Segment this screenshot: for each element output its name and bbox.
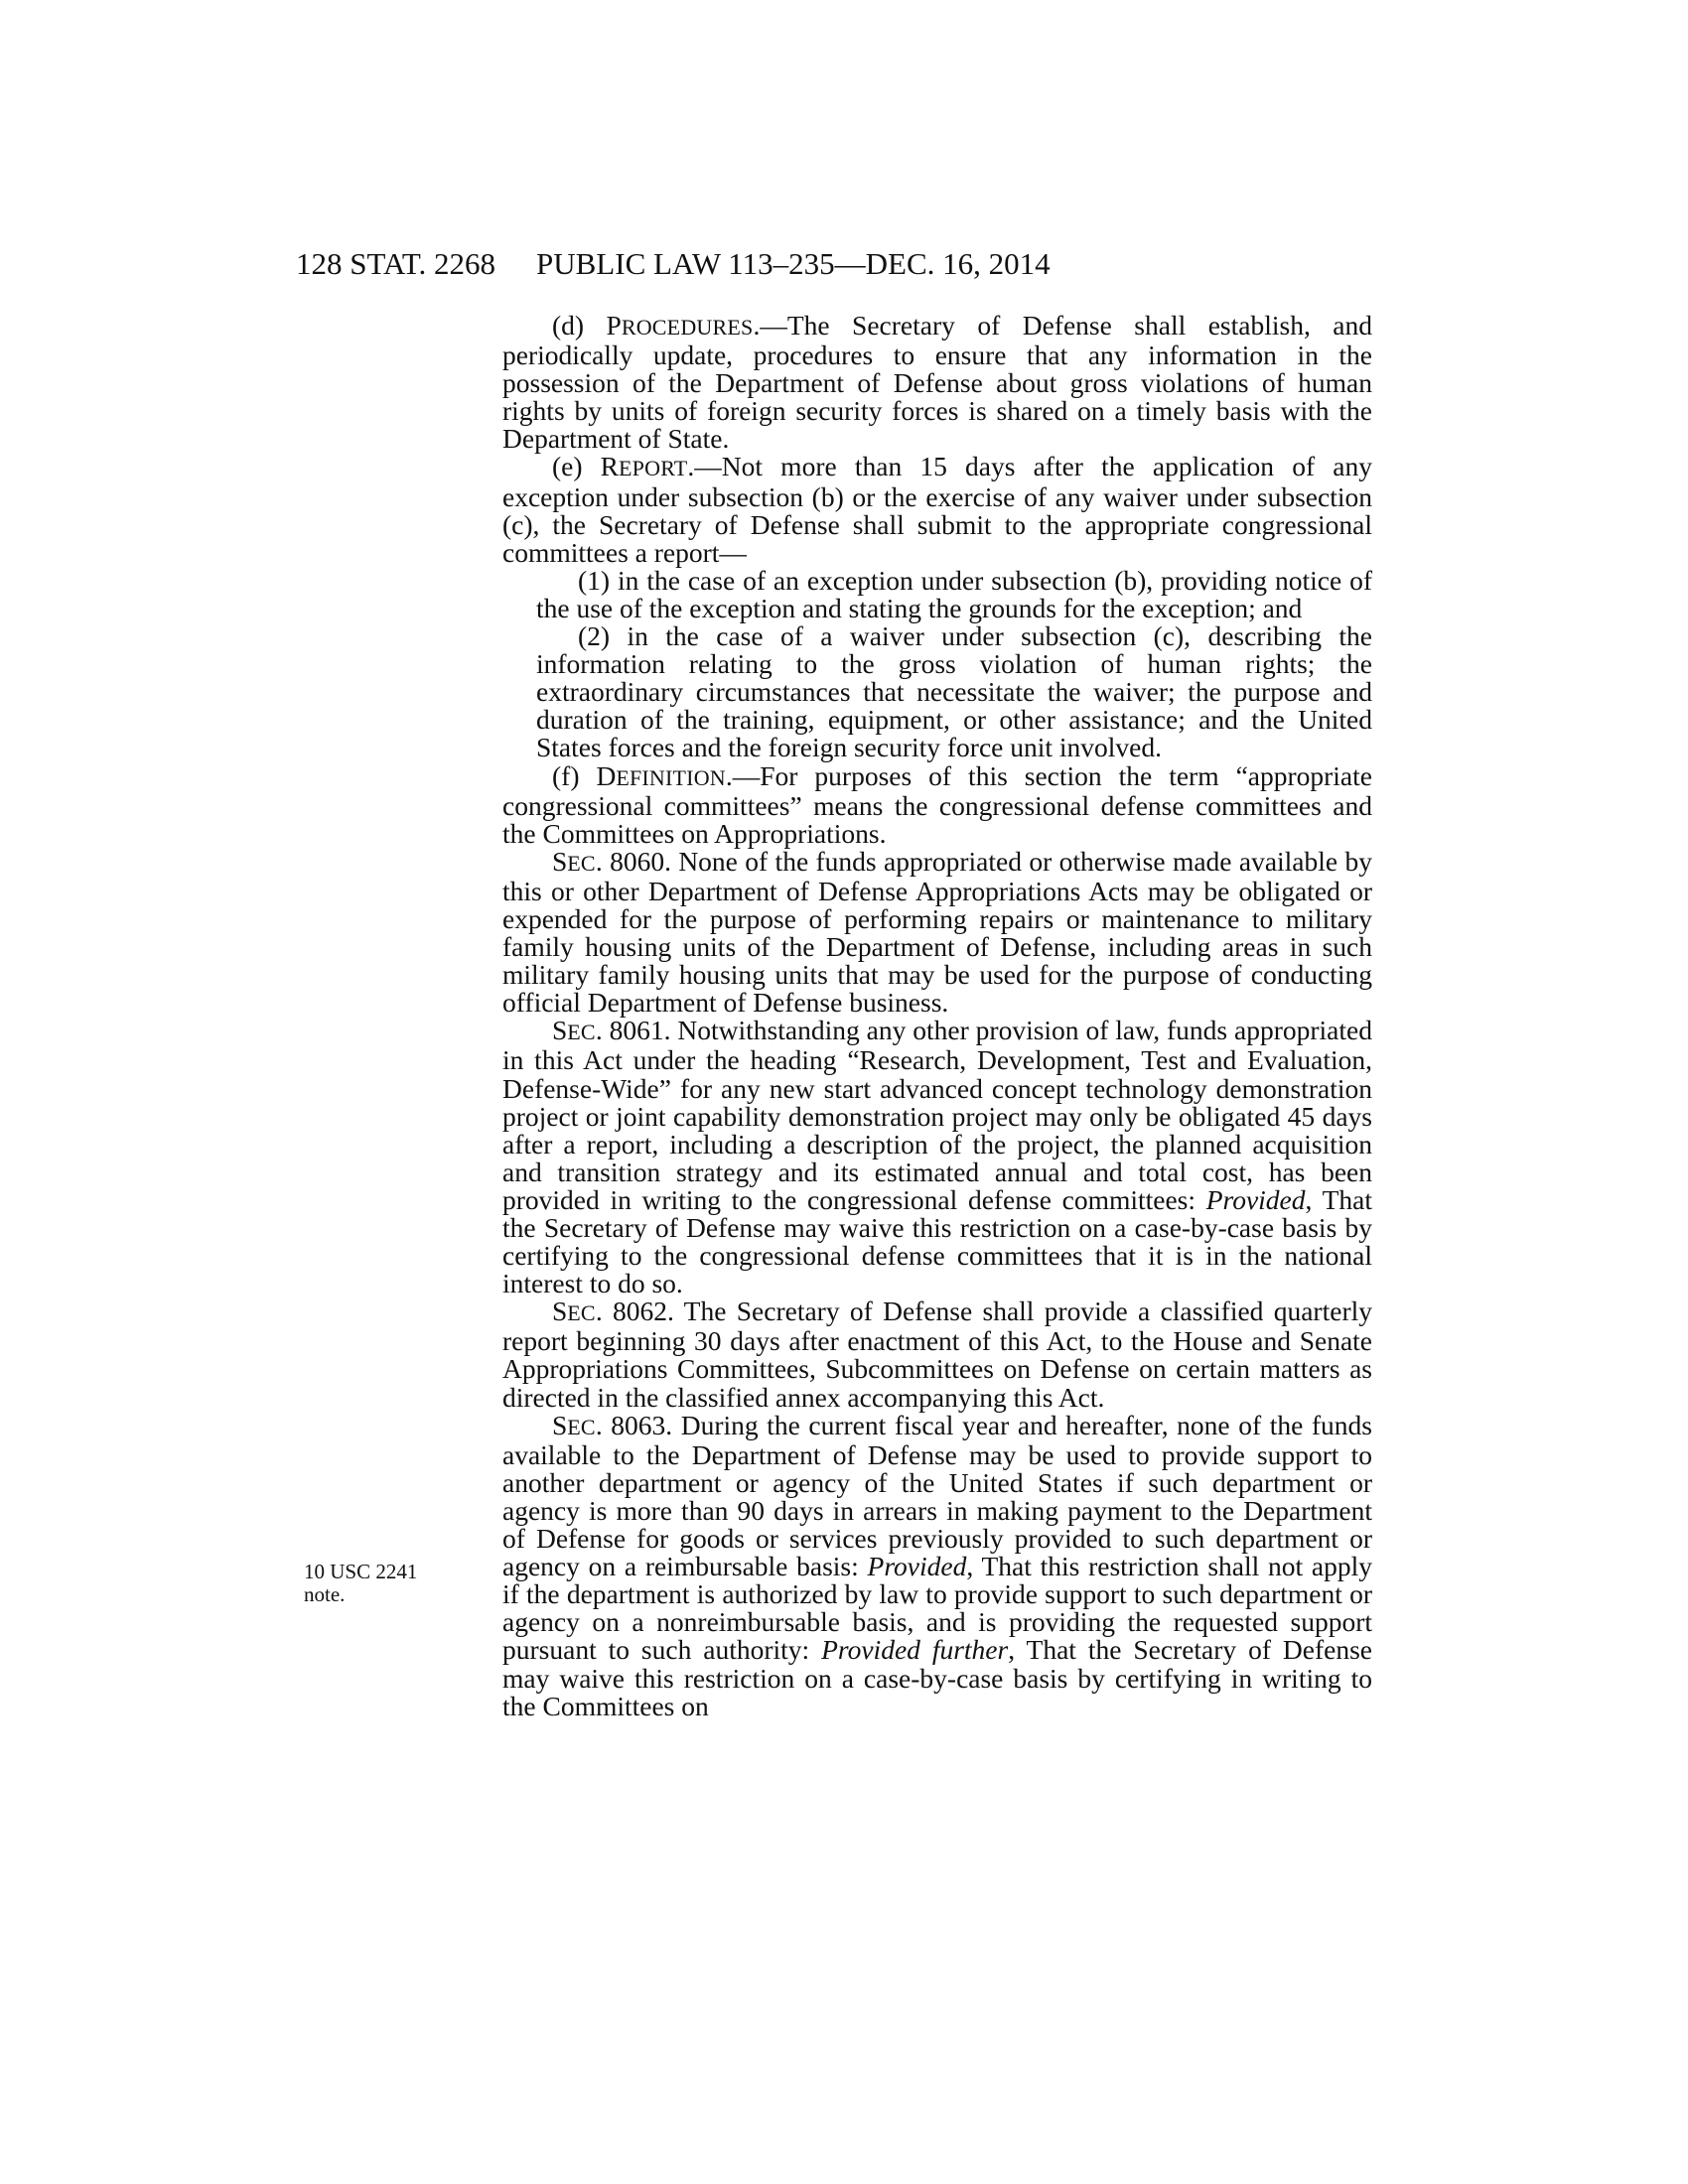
document-body xyxy=(502,312,1372,1720)
paragraph-sec-8061: SEC. 8061. Notwithstanding any other provision of law, funds appropriated in this Act under the heading “Research, Development, Test and Evaluation, Defense-Wide” for any new start advanced concept technology demonstration project or joint capability demonstration project may only be obligated 45 days after a report, including a description of the project, the planned acquisition and transition strategy and its estimated annual and total cost, has been provided in writing to the congressional defense committees: Provided, That the Secretary of Defense may waive this restriction on a case-by-case basis by certifying to the congressional defense committees that it is in the national interest to do so. xyxy=(502,1015,1372,1299)
page-stat-number: 128 STAT. 2268 xyxy=(296,246,496,281)
paragraph-report-item-1: (1) in the case of an exception under subsection (b), providing notice of the use of the exception and stating the grounds for the exception; and xyxy=(536,564,1372,623)
running-head: PUBLIC LAW 113–235—DEC. 16, 2014 xyxy=(536,246,1051,281)
paragraph-sec-8063: SEC. 8063. During the current fiscal year and hereafter, none of the funds available to the Department of Defense may be used to provide support to another department or agency of the United States if such department or agency is more than 90 days in arrears in making payment to the Department of Defense for goods or services previously provided to such department or agency on a reimbursable basis: Provided, That this restriction shall not apply if the department is authorized by law to provide support to such department or agency on a nonreimbursable basis, and is providing the requested support pursuant to such authority: Provided further, That the Secretary of Defense may waive this restriction on a case-by-case basis by certifying in writing to the Committees on xyxy=(502,1409,1373,1721)
margin-note xyxy=(304,1561,417,1606)
margin-note-suffix: note. xyxy=(304,1582,346,1606)
paragraph-definition: (f) DEFINITION.—For purposes of this section the term “appropriate congressional committees” means the congressional defense committees and the Committees on Appropriations. xyxy=(502,759,1372,849)
paragraph-report-item-2: (2) in the case of a waiver under subsection (c), describing the information relating to the gross violation of human rights; the extraordinary circumstances that necessitate the waiver; the purpose and duration of the training, equipment, or other assistance; and the United States forces and the foreign security force unit involved. xyxy=(536,620,1372,763)
paragraph-procedures: (d) PROCEDURES.—The Secretary of Defense shall establish, and periodically update, procedures to ensure that any information in the possession of the Department of Defense about gross violations of human rights by units of foreign security forces is shared on a timely basis with the Department of State. xyxy=(502,310,1372,455)
paragraph-sec-8062: SEC. 8062. The Secretary of Defense shall provide a classified quarterly report beginning 30 days after enactment of this Act, to the House and Senate Appropriations Committees, Subcommittees on Defense on certain matters as directed in the classified annex accompanying this Act. xyxy=(502,1296,1372,1413)
margin-note-citation: 10 USC 2241 xyxy=(304,1560,418,1583)
paragraph-sec-8060: SEC. 8060. None of the funds appropriated or otherwise made available by this or other Department of Defense Appropriations Acts may be obligated or expended for the purpose of performing repairs or maintenance to military family housing units of the Department of Defense, including areas in such military family housing units that may be used for the purpose of conducting official Department of Defense business. xyxy=(502,845,1372,1019)
paragraph-report: (e) REPORT.—Not more than 15 days after the application of any exception under subsection (b) or the exercise of any waiver under subsection (c), the Secretary of Defense shall submit to the appropriate congressional committees a report— xyxy=(502,451,1372,568)
